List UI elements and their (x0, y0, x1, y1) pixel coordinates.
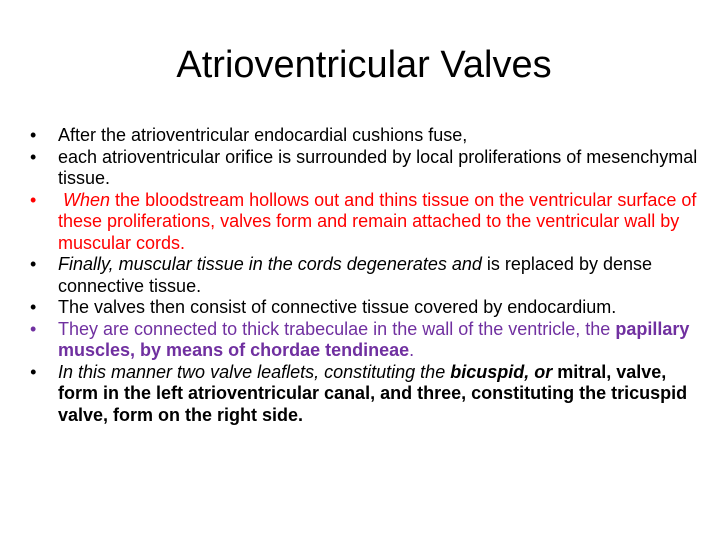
bullet-text-bold-italic: bicuspid, or (450, 361, 553, 382)
bullet-orifice (28, 147, 700, 190)
bullet-text: After the atrioventricular endocardial cushions fuse, (58, 125, 468, 145)
bullet-bloodstream (28, 190, 700, 255)
bullet-text: the bloodstream hollows out and thins tissue on the ventricular surface of these proliferations, valves form and remain attached to the ventricular wall by muscular cords. (58, 189, 697, 253)
bullet-text: is replaced by dense connective tissue. (58, 254, 652, 296)
bullet-text: The valves then consist of connective tissue covered by endocardium. (58, 297, 617, 317)
bullet-muscular-tissue (28, 254, 700, 297)
bullet-text: In this manner two valve leaflets, constituting the (58, 361, 451, 382)
bullet-text-bold: papillary muscles, by means of chordae tendineae (58, 318, 690, 360)
bullet-papillary (28, 319, 700, 362)
bullet-text-end: . (409, 340, 415, 360)
bullet-text: each atrioventricular orifice is surrounded by local proliferations of mesenchymal tissue. (58, 146, 698, 188)
bullet-text-bold: mitral, valve, form in the left atrioventricular canal, and three, constituting the tricuspid valve, form on the right side. (58, 361, 688, 425)
slide-title: Atrioventricular Valves (176, 44, 552, 86)
bullet-text: They are connected to thick trabeculae in the wall of the ventricle, the (58, 318, 616, 339)
bullet-valves-consist (28, 297, 700, 319)
bullet-list (28, 125, 700, 426)
bullet-text-italic: Finally, muscular tissue in the cords degenerates and (58, 254, 482, 274)
bullet-cushions-fuse (28, 125, 700, 147)
bullet-text-italic: When (63, 189, 111, 210)
bullet-valve-leaflets (28, 362, 700, 427)
